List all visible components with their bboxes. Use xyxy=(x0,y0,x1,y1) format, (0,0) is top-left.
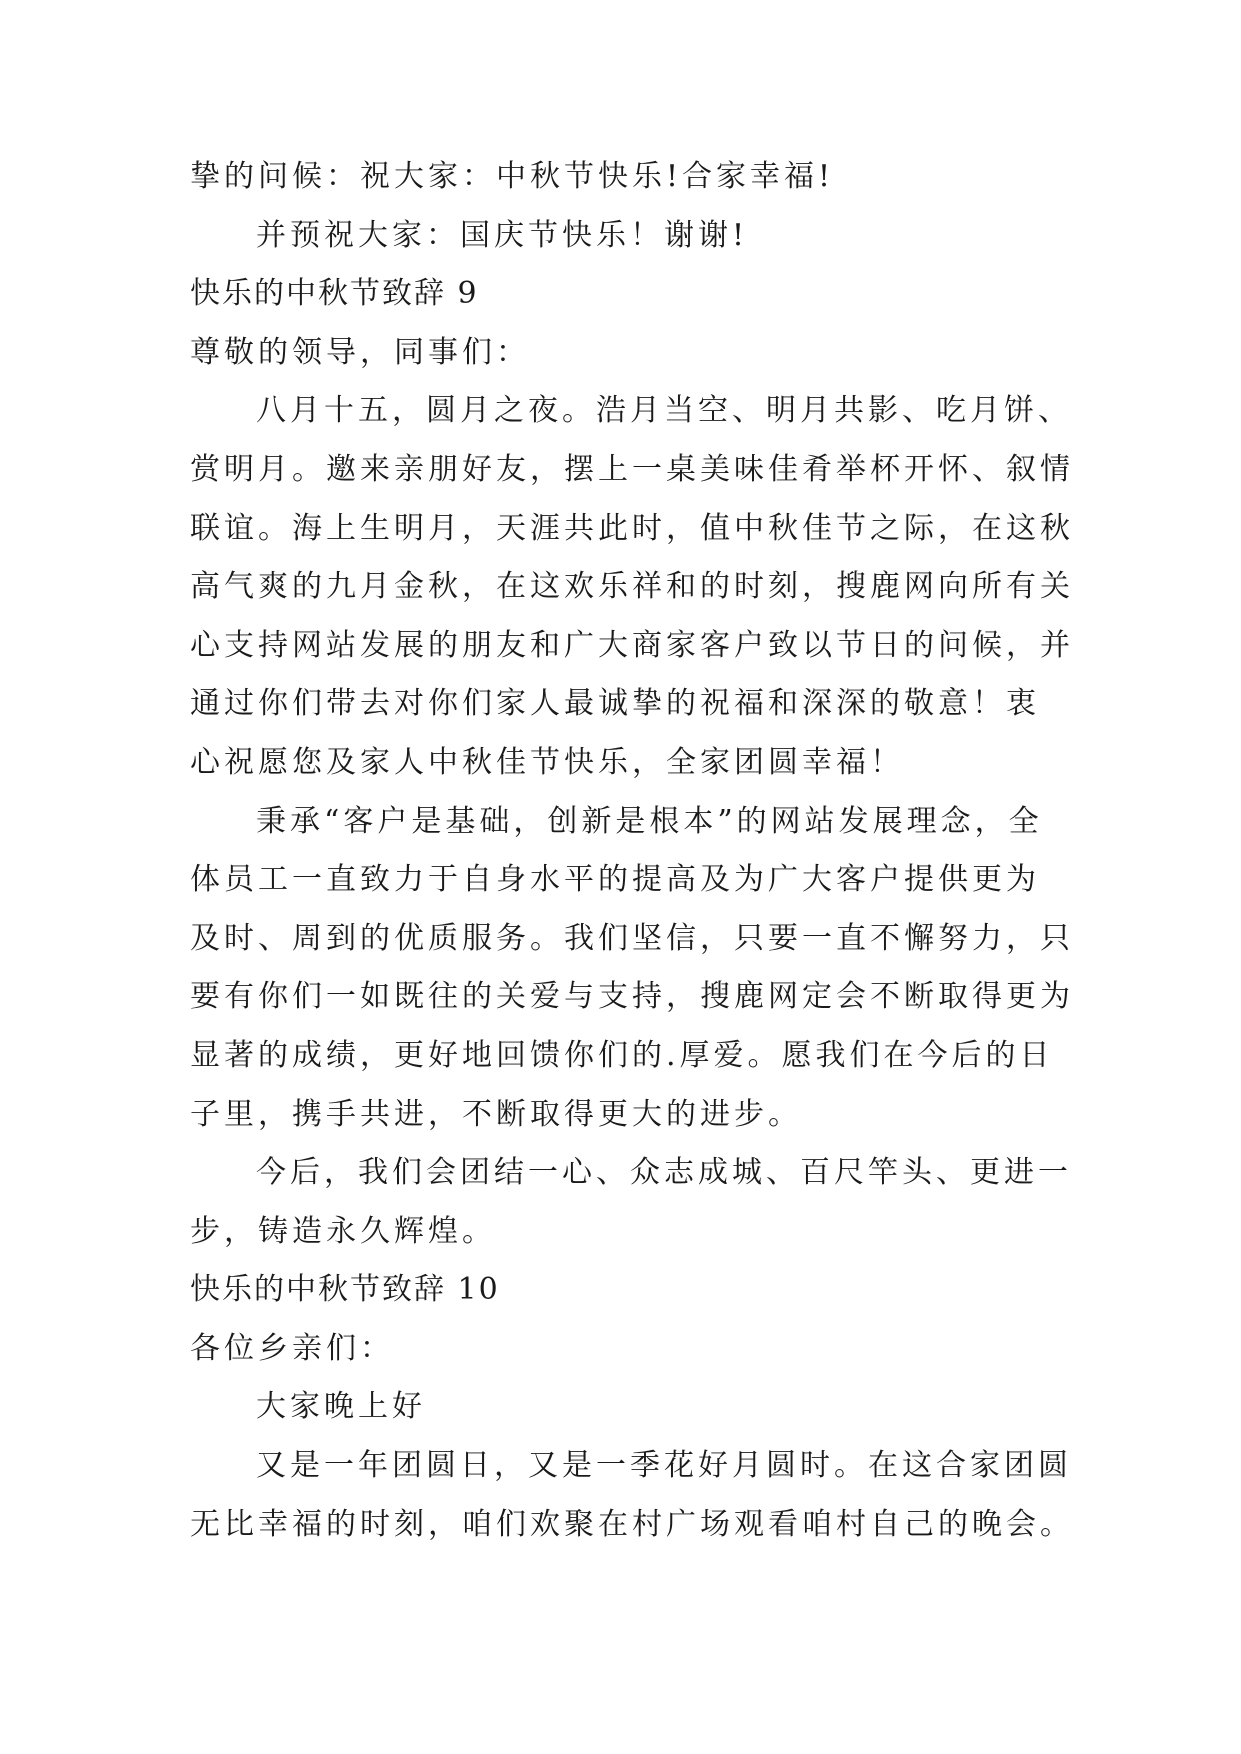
paragraph-line: 挚的问候：祝大家：中秋节快乐!合家幸福! xyxy=(190,159,835,194)
paragraph-line: 心祝愿您及家人中秋佳节快乐，全家团圆幸福！ xyxy=(190,744,904,780)
paragraph-line: 要有你们一如既往的关爱与支持，搜鹿网定会不断取得更为 xyxy=(190,979,1074,1015)
section-heading: 快乐的中秋节致辞 10 xyxy=(190,1272,500,1308)
paragraph-line: 八月十五，圆月之夜。浩月当空、明月共影、吃月饼、 xyxy=(256,393,1072,429)
paragraph-line: 子里，携手共进，不断取得更大的进步。 xyxy=(190,1096,802,1132)
salutation: 尊敬的领导，同事们： xyxy=(190,334,530,370)
section-heading: 快乐的中秋节致辞 9 xyxy=(190,276,479,312)
paragraph-line: 赏明月。邀来亲朋好友，摆上一桌美味佳肴举杯开怀、叙情 xyxy=(190,451,1074,487)
paragraph-line: 心支持网站发展的朋友和广大商家客户致以节日的问候，并 xyxy=(190,627,1074,663)
paragraph-line: 步，铸造永久辉煌。 xyxy=(190,1213,496,1249)
paragraph-line: 高气爽的九月金秋，在这欢乐祥和的时刻，搜鹿网向所有关 xyxy=(190,569,1074,605)
paragraph-line: 秉承“客户是基础，创新是根本”的网站发展理念，全 xyxy=(256,803,1043,839)
paragraph-line: 通过你们带去对你们家人最诚挚的祝福和深深的敬意！衷 xyxy=(190,686,1040,722)
paragraph-line: 又是一年团圆日，又是一季花好月圆时。在这合家团圆 xyxy=(256,1448,1072,1484)
salutation: 各位乡亲们： xyxy=(190,1330,394,1366)
paragraph-line: 无比幸福的时刻，咱们欢聚在村广场观看咱村自己的晚会。 xyxy=(190,1506,1074,1542)
paragraph-line: 并预祝大家：国庆节快乐！谢谢! xyxy=(256,217,749,253)
document-body xyxy=(190,148,1074,1554)
paragraph-line: 今后，我们会团结一心、众志成城、百尺竿头、更进一 xyxy=(256,1155,1072,1191)
paragraph-line: 大家晚上好 xyxy=(256,1389,426,1425)
paragraph-line: 联谊。海上生明月，天涯共此时，值中秋佳节之际，在这秋 xyxy=(190,510,1074,546)
paragraph-line: 及时、周到的优质服务。我们坚信，只要一直不懈努力，只 xyxy=(190,920,1074,956)
paragraph-line: 显著的成绩，更好地回馈你们的.厚爱。愿我们在今后的日 xyxy=(190,1037,1054,1073)
paragraph-line: 体员工一直致力于自身水平的提高及为广大客户提供更为 xyxy=(190,862,1040,898)
